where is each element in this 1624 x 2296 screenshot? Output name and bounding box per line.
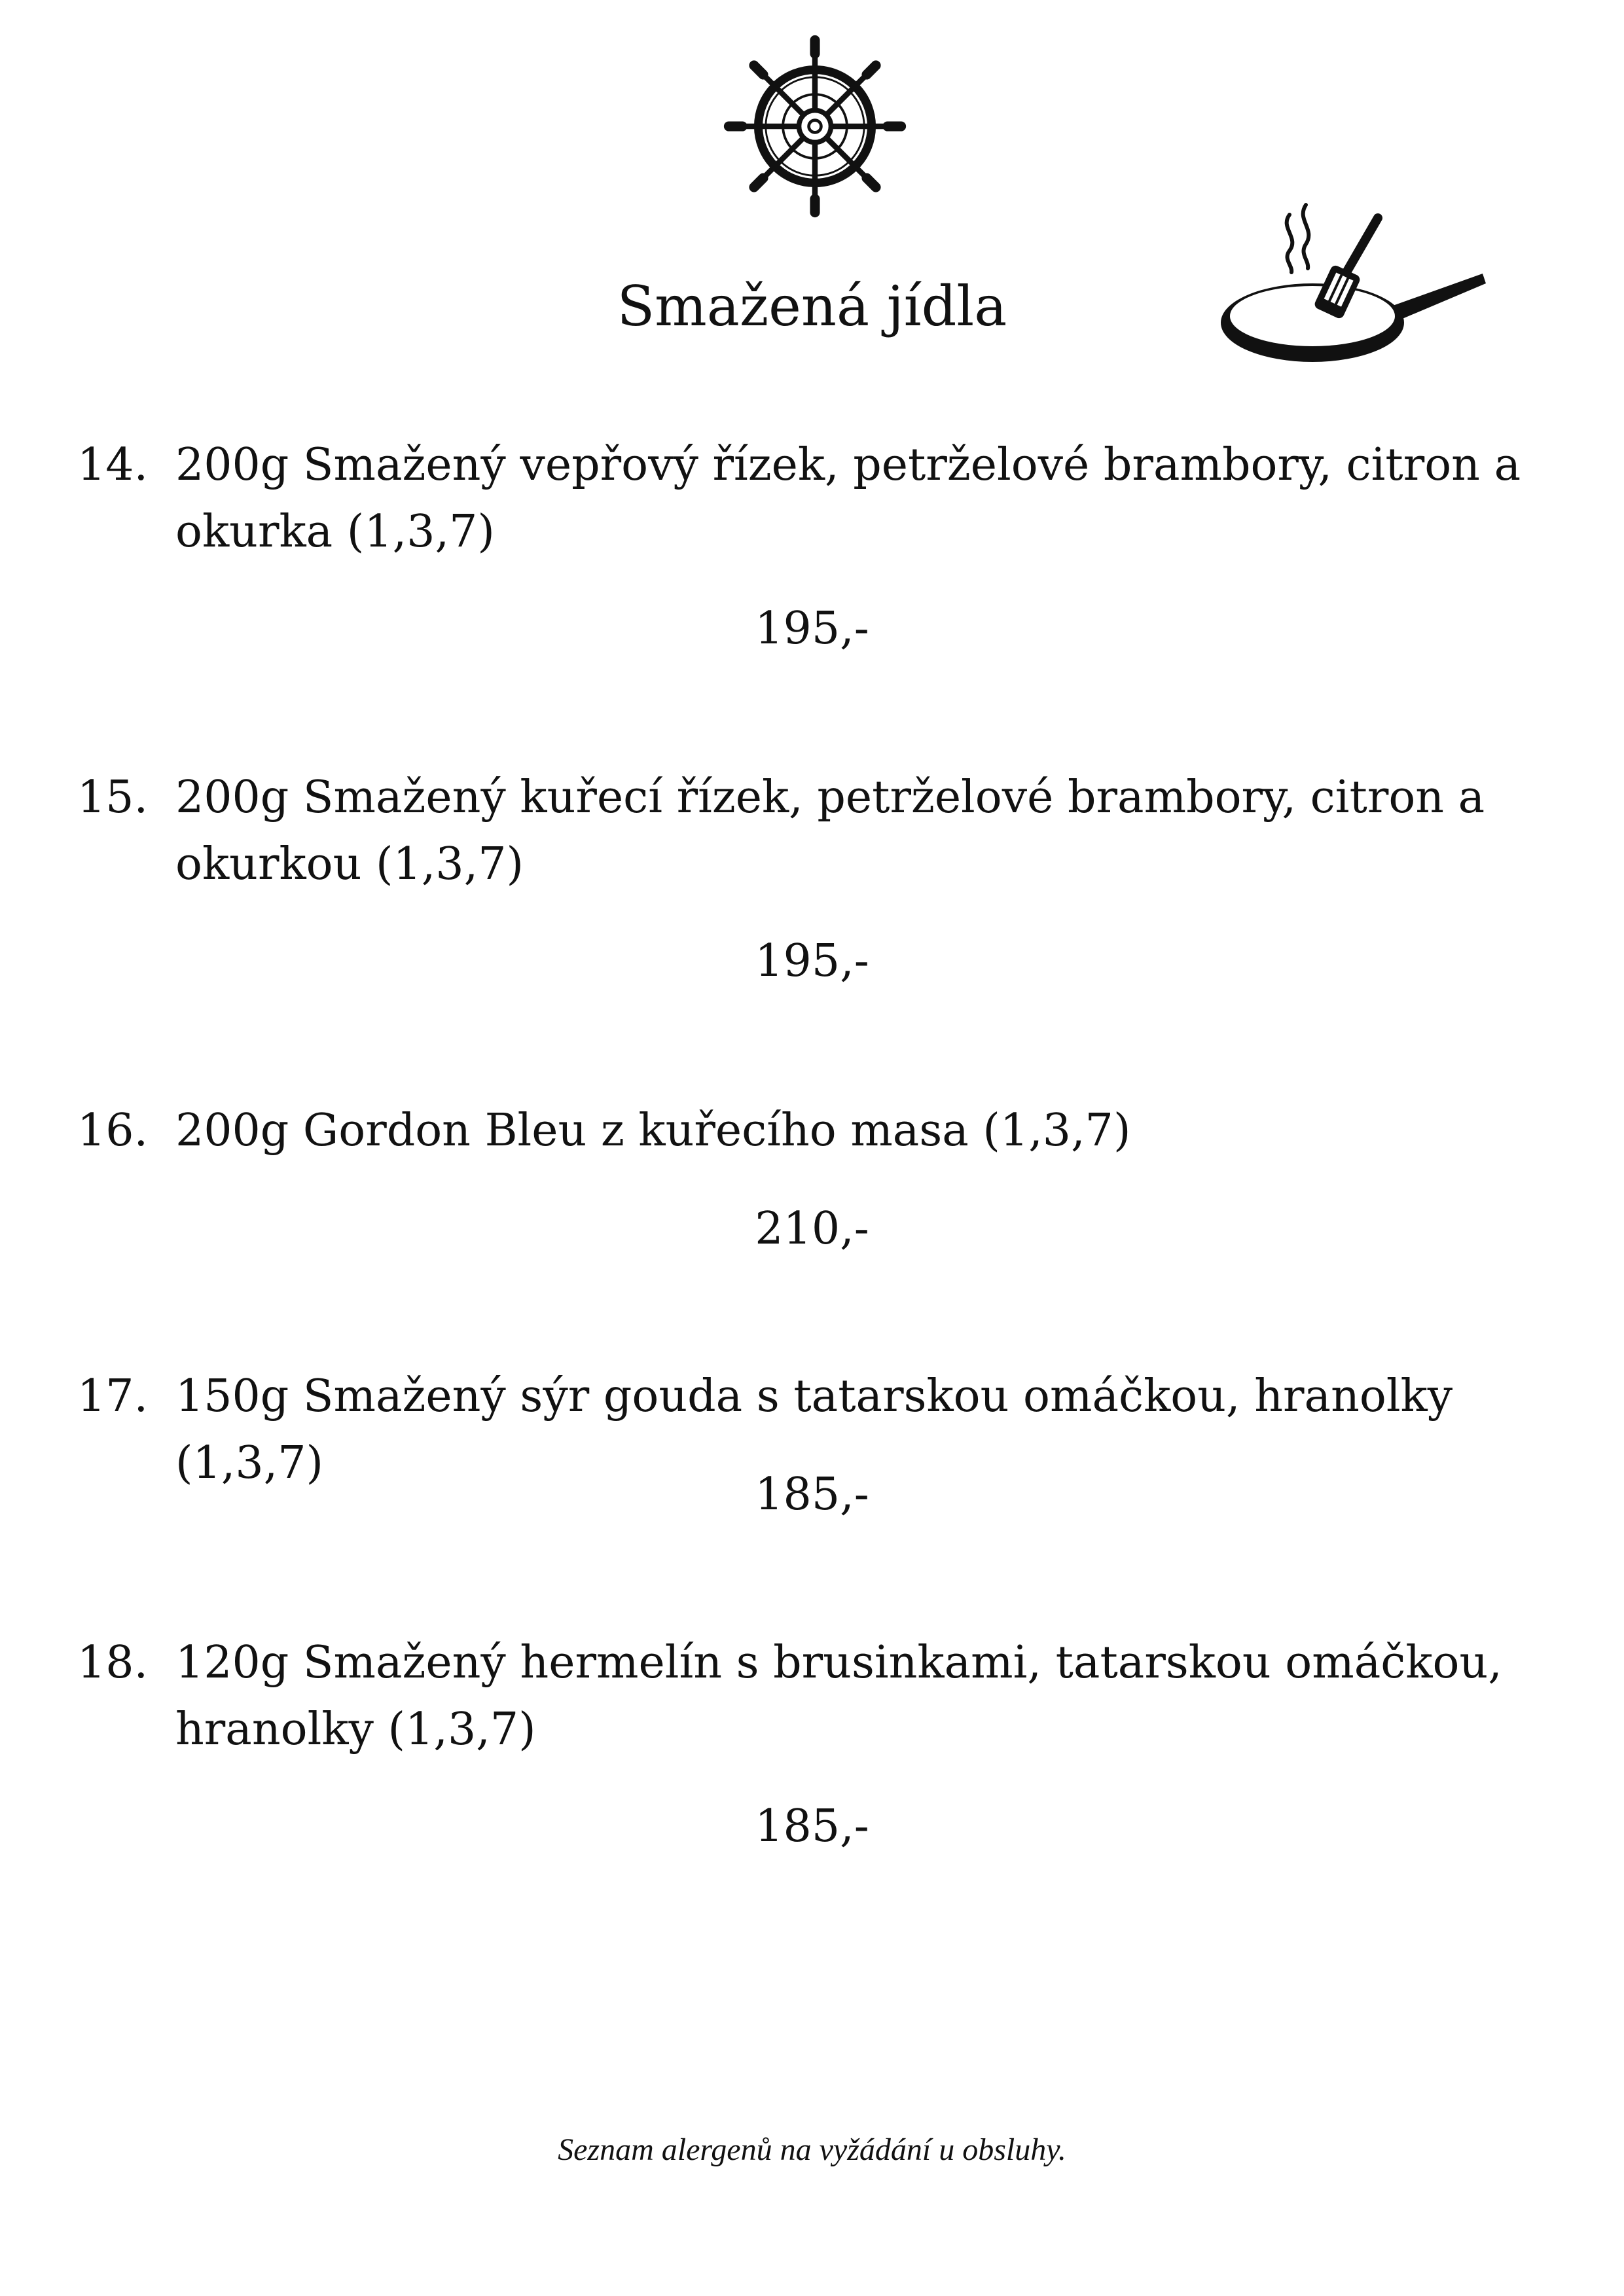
item-description: 200g Gordon Bleu z kuřecího masa (1,3,7) — [175, 1105, 1131, 1157]
item-description: 200g Smažený kuřecí řízek, petrželové brambory, citron a okurkou (1,3,7) — [175, 772, 1485, 890]
item-price: 195,- — [755, 935, 869, 987]
item-number: 14. — [77, 439, 149, 491]
frying-pan-icon — [1214, 195, 1489, 372]
item-number: 15. — [77, 772, 149, 823]
item-price: 195,- — [755, 603, 869, 655]
item-description: 200g Smažený vepřový řízek, petrželové brambory, citron a okurka (1,3,7) — [175, 439, 1521, 558]
item-price: 185,- — [755, 1469, 869, 1520]
item-number: 18. — [77, 1637, 149, 1689]
item-price: 185,- — [755, 1801, 869, 1852]
item-description: 150g Smažený sýr gouda s tatarskou omáčkou, hranolky (1,3,7) — [175, 1371, 1453, 1489]
item-description: 120g Smažený hermelín s brusinkami, tatarskou omáčkou, hranolky (1,3,7) — [175, 1637, 1502, 1755]
item-number: 17. — [77, 1371, 149, 1422]
allergen-note: Seznam alergenů na vyžádání u obsluhy. — [558, 2132, 1066, 2167]
ship-wheel-icon — [723, 34, 907, 219]
item-number: 16. — [77, 1105, 149, 1157]
item-price: 210,- — [755, 1203, 869, 1255]
page-title: Smažená jídla — [617, 274, 1007, 338]
